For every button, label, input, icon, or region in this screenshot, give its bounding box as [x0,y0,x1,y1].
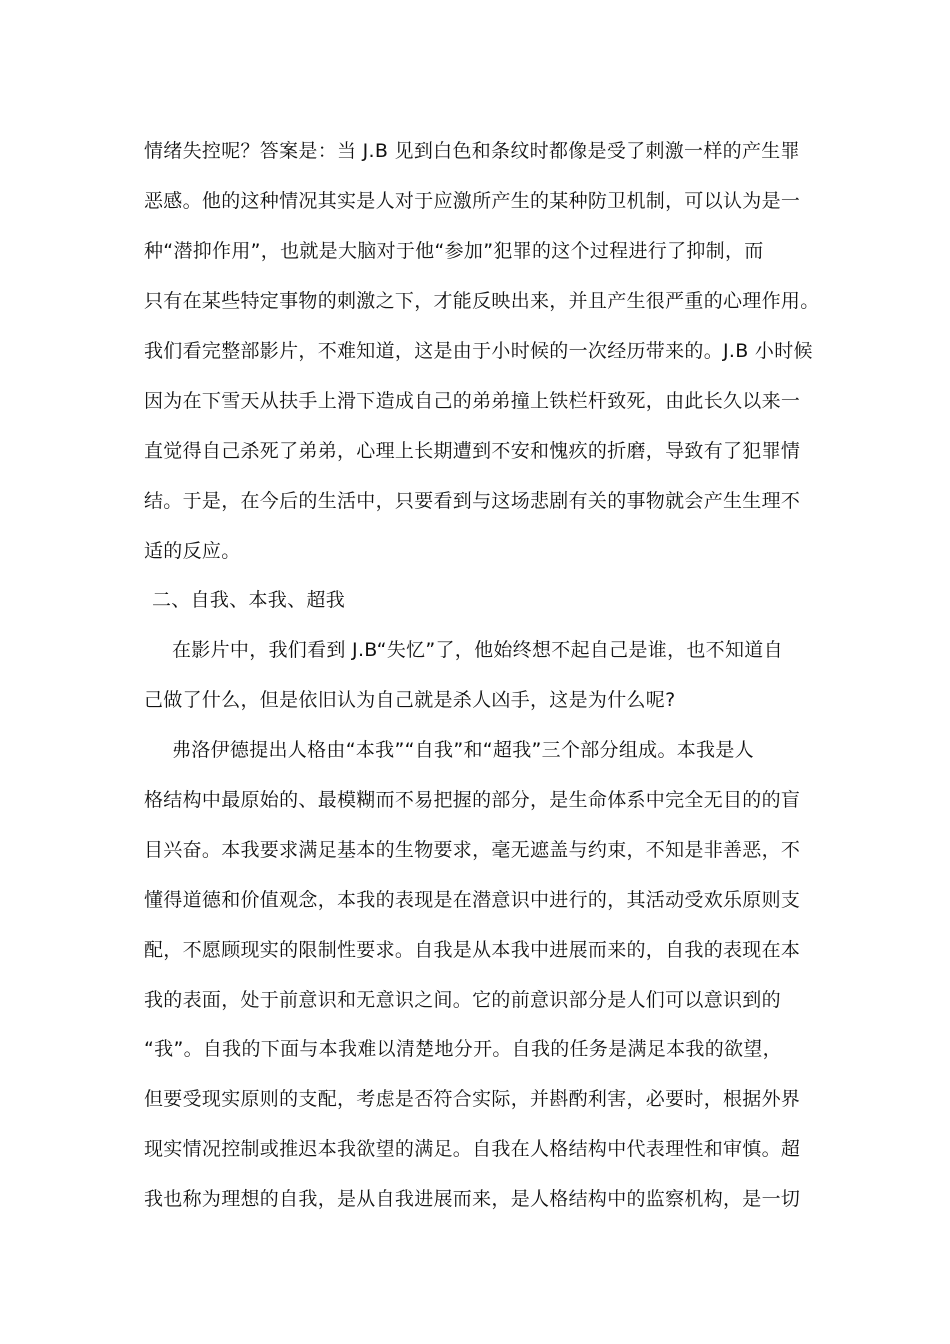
text-line: 目兴奋。本我要求满足基本的生物要求，毫无遮盖与约束，不知是非善恶，不 [144,839,801,861]
text-line: 我们看完整部影片，不难知道，这是由于小时候的一次经历带来的。J.B 小时候 [144,340,813,362]
text-line: “我”。自我的下面与本我难以清楚地分开。自我的任务是满足本我的欲望， [144,1038,782,1060]
text-line: 因为在下雪天从扶手上滑下造成自己的弟弟撞上铁栏杆致死，由此长久以来一 [144,390,801,412]
text-line: 直觉得自己杀死了弟弟，心理上长期遭到不安和愧疚的折磨，导致有了犯罪情 [144,440,801,462]
text-line: 己做了什么，但是依旧认为自己就是杀人凶手，这是为什么呢? [144,689,676,711]
text-line: 适的反应。 [144,540,241,562]
paragraph-first-line: 在影片中，我们看到 J.B“失忆”了，他始终想不起自己是谁，也不知道自 [172,639,783,661]
text-line: 情绪失控呢？答案是：当 J.B 见到白色和条纹时都像是受了刺激一样的产生罪 [144,140,800,162]
paragraph-first-line: 弗洛伊德提出人格由“本我”“自我”和“超我”三个部分组成。本我是人 [172,739,754,761]
text-line: 格结构中最原始的、最模糊而不易把握的部分，是生命体系中完全无目的的盲 [144,789,801,811]
text-line: 懂得道德和价值观念，本我的表现是在潜意识中进行的，其活动受欢乐原则支 [144,889,801,911]
text-line: 只有在某些特定事物的刺激之下，才能反映出来，并且产生很严重的心理作用。 [144,290,820,312]
text-line: 我的表面，处于前意识和无意识之间。它的前意识部分是人们可以意识到的 [144,989,781,1011]
text-line: 恶感。他的这种情况其实是人对于应激所产生的某种防卫机制，可以认为是一 [144,190,801,212]
text-line: 我也称为理想的自我，是从自我进展而来，是人格结构中的监察机构，是一切 [144,1188,801,1210]
text-line: 现实情况控制或推迟本我欲望的满足。自我在人格结构中代表理性和审慎。超 [144,1138,801,1160]
text-line: 结。于是，在今后的生活中，只要看到与这场悲剧有关的事物就会产生生理不 [144,490,801,512]
text-line: 但要受现实原则的支配，考虑是否符合实际，并斟酌利害，必要时，根据外界 [144,1088,801,1110]
text-line: 配，不愿顾现实的限制性要求。自我是从本我中进展而来的，自我的表现在本 [144,939,801,961]
section-heading: 二、自我、本我、超我 [152,589,346,611]
text-line: 种“潜抑作用”，也就是大脑对于他“参加”犯罪的这个过程进行了抑制，而 [144,240,764,262]
